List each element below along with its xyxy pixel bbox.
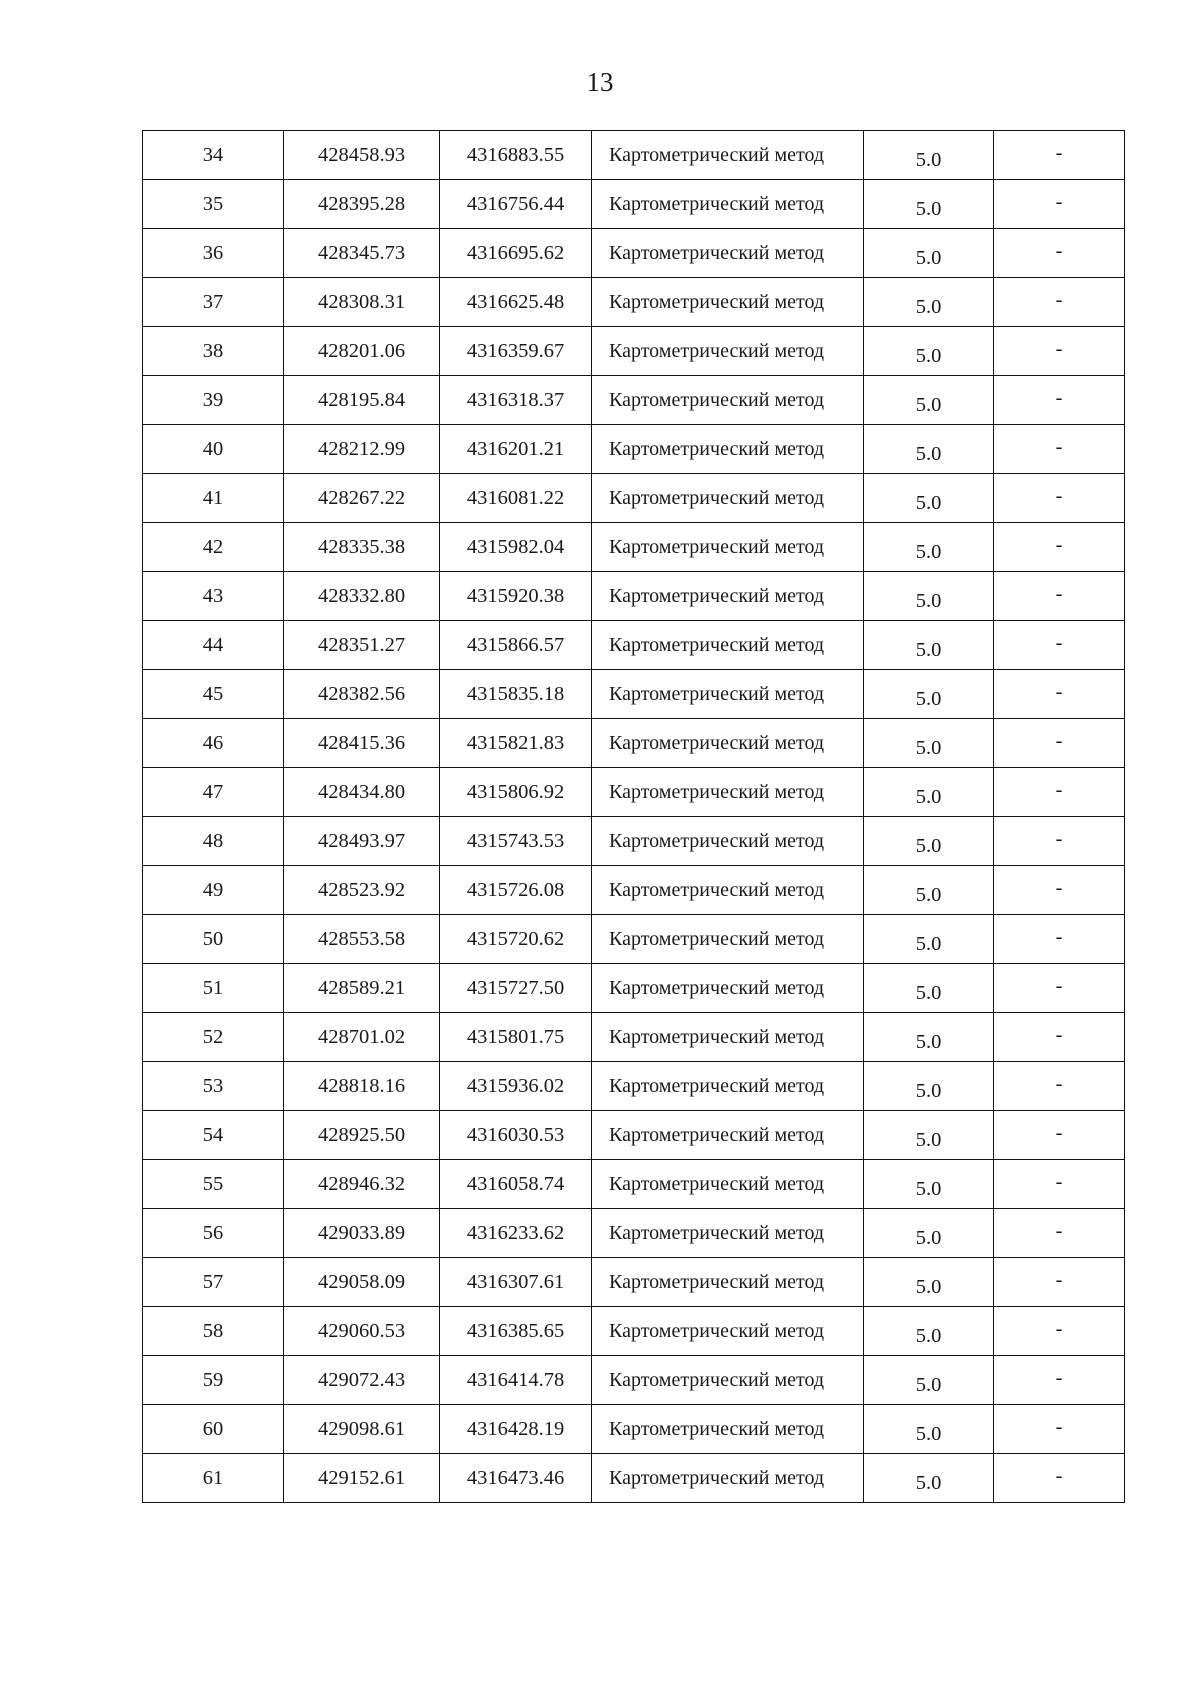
coordinate-y-cell: 4316058.74 [440,1160,592,1209]
note-cell [994,1307,1125,1356]
coordinate-x-cell: 428493.97 [284,817,440,866]
note-value: - [1055,1121,1063,1144]
note-value: - [1055,1464,1063,1487]
accuracy-cell [864,964,994,1013]
note-cell [994,131,1125,180]
note-cell [994,670,1125,719]
method-cell: Картометрический метод [592,1258,864,1307]
coordinate-x-cell: 428458.93 [284,131,440,180]
coordinate-y-cell: 4315835.18 [440,670,592,719]
method-cell: Картометрический метод [592,1356,864,1405]
coordinate-y-cell: 4316233.62 [440,1209,592,1258]
note-value: - [1055,876,1063,899]
note-cell [994,621,1125,670]
accuracy-cell [864,670,994,719]
table-row [143,327,1125,376]
point-number-cell: 48 [143,817,284,866]
note-value: - [1055,582,1063,605]
point-number-cell: 52 [143,1013,284,1062]
table-row [143,572,1125,621]
coordinate-x-cell: 428395.28 [284,180,440,229]
coordinate-y-cell: 4316625.48 [440,278,592,327]
coordinate-y-cell: 4316473.46 [440,1454,592,1503]
coordinate-x-cell: 428345.73 [284,229,440,278]
coordinate-x-cell: 428382.56 [284,670,440,719]
note-cell [994,1013,1125,1062]
note-cell [994,1209,1125,1258]
note-cell [994,572,1125,621]
coordinate-y-cell: 4316201.21 [440,425,592,474]
note-value: - [1055,141,1063,164]
point-number-cell: 38 [143,327,284,376]
note-value: - [1055,680,1063,703]
coordinate-y-cell: 4316030.53 [440,1111,592,1160]
method-cell: Картометрический метод [592,719,864,768]
accuracy-cell [864,1062,994,1111]
table-row [143,1258,1125,1307]
table-row [143,1454,1125,1503]
coordinate-y-cell: 4316385.65 [440,1307,592,1356]
coordinate-x-cell: 428335.38 [284,523,440,572]
coordinate-y-cell: 4315720.62 [440,915,592,964]
coordinate-y-cell: 4315821.83 [440,719,592,768]
note-value: - [1055,1170,1063,1193]
note-cell [994,1258,1125,1307]
accuracy-cell [864,131,994,180]
accuracy-cell [864,1160,994,1209]
note-value: - [1055,1415,1063,1438]
method-cell: Картометрический метод [592,572,864,621]
accuracy-value: 5.0 [915,295,942,318]
coordinate-x-cell: 428553.58 [284,915,440,964]
point-number-cell: 41 [143,474,284,523]
method-cell: Картометрический метод [592,131,864,180]
note-cell [994,964,1125,1013]
note-value: - [1055,631,1063,654]
point-number-cell: 42 [143,523,284,572]
note-cell [994,523,1125,572]
note-cell [994,278,1125,327]
method-cell: Картометрический метод [592,474,864,523]
table-row [143,964,1125,1013]
coordinate-y-cell: 4316359.67 [440,327,592,376]
note-value: - [1055,974,1063,997]
note-value: - [1055,1317,1063,1340]
coordinate-y-cell: 4315743.53 [440,817,592,866]
method-cell: Картометрический метод [592,376,864,425]
accuracy-value: 5.0 [915,1177,942,1200]
page-number: 13 [586,67,614,97]
note-value: - [1055,435,1063,458]
coordinate-y-cell: 4316414.78 [440,1356,592,1405]
table-row [143,1160,1125,1209]
point-number-cell: 47 [143,768,284,817]
accuracy-value: 5.0 [915,540,942,563]
accuracy-value: 5.0 [915,491,942,514]
note-value: - [1055,1023,1063,1046]
accuracy-cell [864,474,994,523]
coordinate-x-cell: 428946.32 [284,1160,440,1209]
note-cell [994,1062,1125,1111]
method-cell: Картометрический метод [592,180,864,229]
coordinate-x-cell: 428925.50 [284,1111,440,1160]
table-row [143,915,1125,964]
note-value: - [1055,925,1063,948]
note-value: - [1055,1268,1063,1291]
accuracy-value: 5.0 [915,1324,942,1347]
table-row [143,1062,1125,1111]
accuracy-value: 5.0 [915,687,942,710]
coordinate-y-cell: 4315866.57 [440,621,592,670]
method-cell: Картометрический метод [592,866,864,915]
point-number-cell: 35 [143,180,284,229]
coordinate-x-cell: 428212.99 [284,425,440,474]
accuracy-cell [864,572,994,621]
accuracy-cell [864,523,994,572]
table-row [143,1111,1125,1160]
coordinate-y-cell: 4315727.50 [440,964,592,1013]
table-row [143,670,1125,719]
coordinate-y-cell: 4315936.02 [440,1062,592,1111]
accuracy-value: 5.0 [915,344,942,367]
accuracy-cell [864,1111,994,1160]
table-row [143,1307,1125,1356]
note-cell [994,229,1125,278]
note-cell [994,425,1125,474]
coordinate-x-cell: 428351.27 [284,621,440,670]
coordinate-y-cell: 4316318.37 [440,376,592,425]
method-cell: Картометрический метод [592,425,864,474]
coordinate-x-cell: 429058.09 [284,1258,440,1307]
accuracy-value: 5.0 [915,981,942,1004]
coordinate-x-cell: 428201.06 [284,327,440,376]
accuracy-value: 5.0 [915,834,942,857]
method-cell: Картометрический метод [592,327,864,376]
method-cell: Картометрический метод [592,1062,864,1111]
coordinate-y-cell: 4316307.61 [440,1258,592,1307]
coordinate-x-cell: 428332.80 [284,572,440,621]
point-number-cell: 51 [143,964,284,1013]
table-row [143,229,1125,278]
accuracy-value: 5.0 [915,883,942,906]
note-cell [994,1405,1125,1454]
method-cell: Картометрический метод [592,670,864,719]
table-row [143,425,1125,474]
coordinate-x-cell: 428701.02 [284,1013,440,1062]
accuracy-cell [864,1307,994,1356]
note-value: - [1055,729,1063,752]
coordinate-x-cell: 429033.89 [284,1209,440,1258]
table-row [143,376,1125,425]
note-value: - [1055,484,1063,507]
accuracy-cell [864,866,994,915]
accuracy-cell [864,1013,994,1062]
note-cell [994,1160,1125,1209]
coordinate-y-cell: 4316081.22 [440,474,592,523]
coordinate-x-cell: 428195.84 [284,376,440,425]
accuracy-value: 5.0 [915,442,942,465]
method-cell: Картометрический метод [592,1307,864,1356]
coordinate-y-cell: 4315806.92 [440,768,592,817]
accuracy-cell [864,817,994,866]
point-number-cell: 55 [143,1160,284,1209]
note-cell [994,768,1125,817]
accuracy-value: 5.0 [915,736,942,759]
method-cell: Картометрический метод [592,1209,864,1258]
accuracy-value: 5.0 [915,932,942,955]
note-value: - [1055,190,1063,213]
coordinates-table [142,130,1125,1503]
accuracy-value: 5.0 [915,148,942,171]
note-value: - [1055,778,1063,801]
method-cell: Картометрический метод [592,621,864,670]
accuracy-cell [864,1454,994,1503]
coordinate-y-cell: 4315801.75 [440,1013,592,1062]
accuracy-value: 5.0 [915,1275,942,1298]
accuracy-cell [864,915,994,964]
accuracy-cell [864,719,994,768]
point-number-cell: 44 [143,621,284,670]
note-value: - [1055,386,1063,409]
note-cell [994,1454,1125,1503]
method-cell: Картометрический метод [592,229,864,278]
point-number-cell: 43 [143,572,284,621]
coordinate-y-cell: 4315920.38 [440,572,592,621]
accuracy-cell [864,1258,994,1307]
method-cell: Картометрический метод [592,964,864,1013]
table-row [143,131,1125,180]
coordinate-x-cell: 429072.43 [284,1356,440,1405]
coordinate-x-cell: 428267.22 [284,474,440,523]
coordinate-x-cell: 428589.21 [284,964,440,1013]
point-number-cell: 57 [143,1258,284,1307]
method-cell: Картометрический метод [592,523,864,572]
accuracy-cell [864,180,994,229]
point-number-cell: 61 [143,1454,284,1503]
coordinate-y-cell: 4316428.19 [440,1405,592,1454]
accuracy-cell [864,327,994,376]
method-cell: Картометрический метод [592,1405,864,1454]
table-row [143,1356,1125,1405]
accuracy-cell [864,768,994,817]
note-cell [994,719,1125,768]
coordinate-x-cell: 428434.80 [284,768,440,817]
note-value: - [1055,1219,1063,1242]
coordinate-x-cell: 429060.53 [284,1307,440,1356]
method-cell: Картометрический метод [592,768,864,817]
note-cell [994,327,1125,376]
note-cell [994,180,1125,229]
point-number-cell: 49 [143,866,284,915]
note-value: - [1055,288,1063,311]
point-number-cell: 37 [143,278,284,327]
table-row [143,474,1125,523]
accuracy-value: 5.0 [915,1128,942,1151]
accuracy-cell [864,229,994,278]
method-cell: Картометрический метод [592,817,864,866]
accuracy-value: 5.0 [915,1226,942,1249]
point-number-cell: 53 [143,1062,284,1111]
note-cell [994,376,1125,425]
table-row [143,180,1125,229]
method-cell: Картометрический метод [592,1111,864,1160]
coordinate-x-cell: 428523.92 [284,866,440,915]
point-number-cell: 39 [143,376,284,425]
point-number-cell: 56 [143,1209,284,1258]
coordinate-y-cell: 4316695.62 [440,229,592,278]
point-number-cell: 59 [143,1356,284,1405]
point-number-cell: 58 [143,1307,284,1356]
note-cell [994,817,1125,866]
method-cell: Картометрический метод [592,1454,864,1503]
note-value: - [1055,1366,1063,1389]
point-number-cell: 36 [143,229,284,278]
table-row [143,817,1125,866]
table-row [143,1405,1125,1454]
note-value: - [1055,239,1063,262]
note-cell [994,866,1125,915]
coordinate-x-cell: 428415.36 [284,719,440,768]
table-row [143,278,1125,327]
method-cell: Картометрический метод [592,1160,864,1209]
table-row [143,523,1125,572]
accuracy-value: 5.0 [915,1030,942,1053]
note-cell [994,915,1125,964]
note-cell [994,1356,1125,1405]
method-cell: Картометрический метод [592,1013,864,1062]
coordinate-y-cell: 4315726.08 [440,866,592,915]
coordinate-y-cell: 4316883.55 [440,131,592,180]
coordinates-table-body [143,131,1125,1503]
accuracy-value: 5.0 [915,589,942,612]
accuracy-value: 5.0 [915,1422,942,1445]
accuracy-cell [864,1405,994,1454]
accuracy-cell [864,1356,994,1405]
table-row [143,719,1125,768]
coordinate-x-cell: 429098.61 [284,1405,440,1454]
point-number-cell: 60 [143,1405,284,1454]
note-cell [994,1111,1125,1160]
accuracy-value: 5.0 [915,638,942,661]
note-cell [994,474,1125,523]
coordinate-y-cell: 4315982.04 [440,523,592,572]
point-number-cell: 50 [143,915,284,964]
table-row [143,621,1125,670]
accuracy-value: 5.0 [915,393,942,416]
accuracy-cell [864,1209,994,1258]
table-row [143,866,1125,915]
point-number-cell: 40 [143,425,284,474]
point-number-cell: 54 [143,1111,284,1160]
method-cell: Картометрический метод [592,915,864,964]
note-value: - [1055,1072,1063,1095]
accuracy-value: 5.0 [915,246,942,269]
table-row [143,1013,1125,1062]
table-row [143,768,1125,817]
accuracy-value: 5.0 [915,197,942,220]
accuracy-value: 5.0 [915,785,942,808]
point-number-cell: 34 [143,131,284,180]
accuracy-value: 5.0 [915,1079,942,1102]
coordinate-x-cell: 429152.61 [284,1454,440,1503]
note-value: - [1055,827,1063,850]
accuracy-value: 5.0 [915,1373,942,1396]
method-cell: Картометрический метод [592,278,864,327]
accuracy-cell [864,621,994,670]
coordinate-y-cell: 4316756.44 [440,180,592,229]
table-row [143,1209,1125,1258]
coordinate-x-cell: 428818.16 [284,1062,440,1111]
coordinate-x-cell: 428308.31 [284,278,440,327]
note-value: - [1055,337,1063,360]
accuracy-cell [864,376,994,425]
point-number-cell: 46 [143,719,284,768]
accuracy-cell [864,425,994,474]
accuracy-value: 5.0 [915,1471,942,1494]
point-number-cell: 45 [143,670,284,719]
note-value: - [1055,533,1063,556]
accuracy-cell [864,278,994,327]
